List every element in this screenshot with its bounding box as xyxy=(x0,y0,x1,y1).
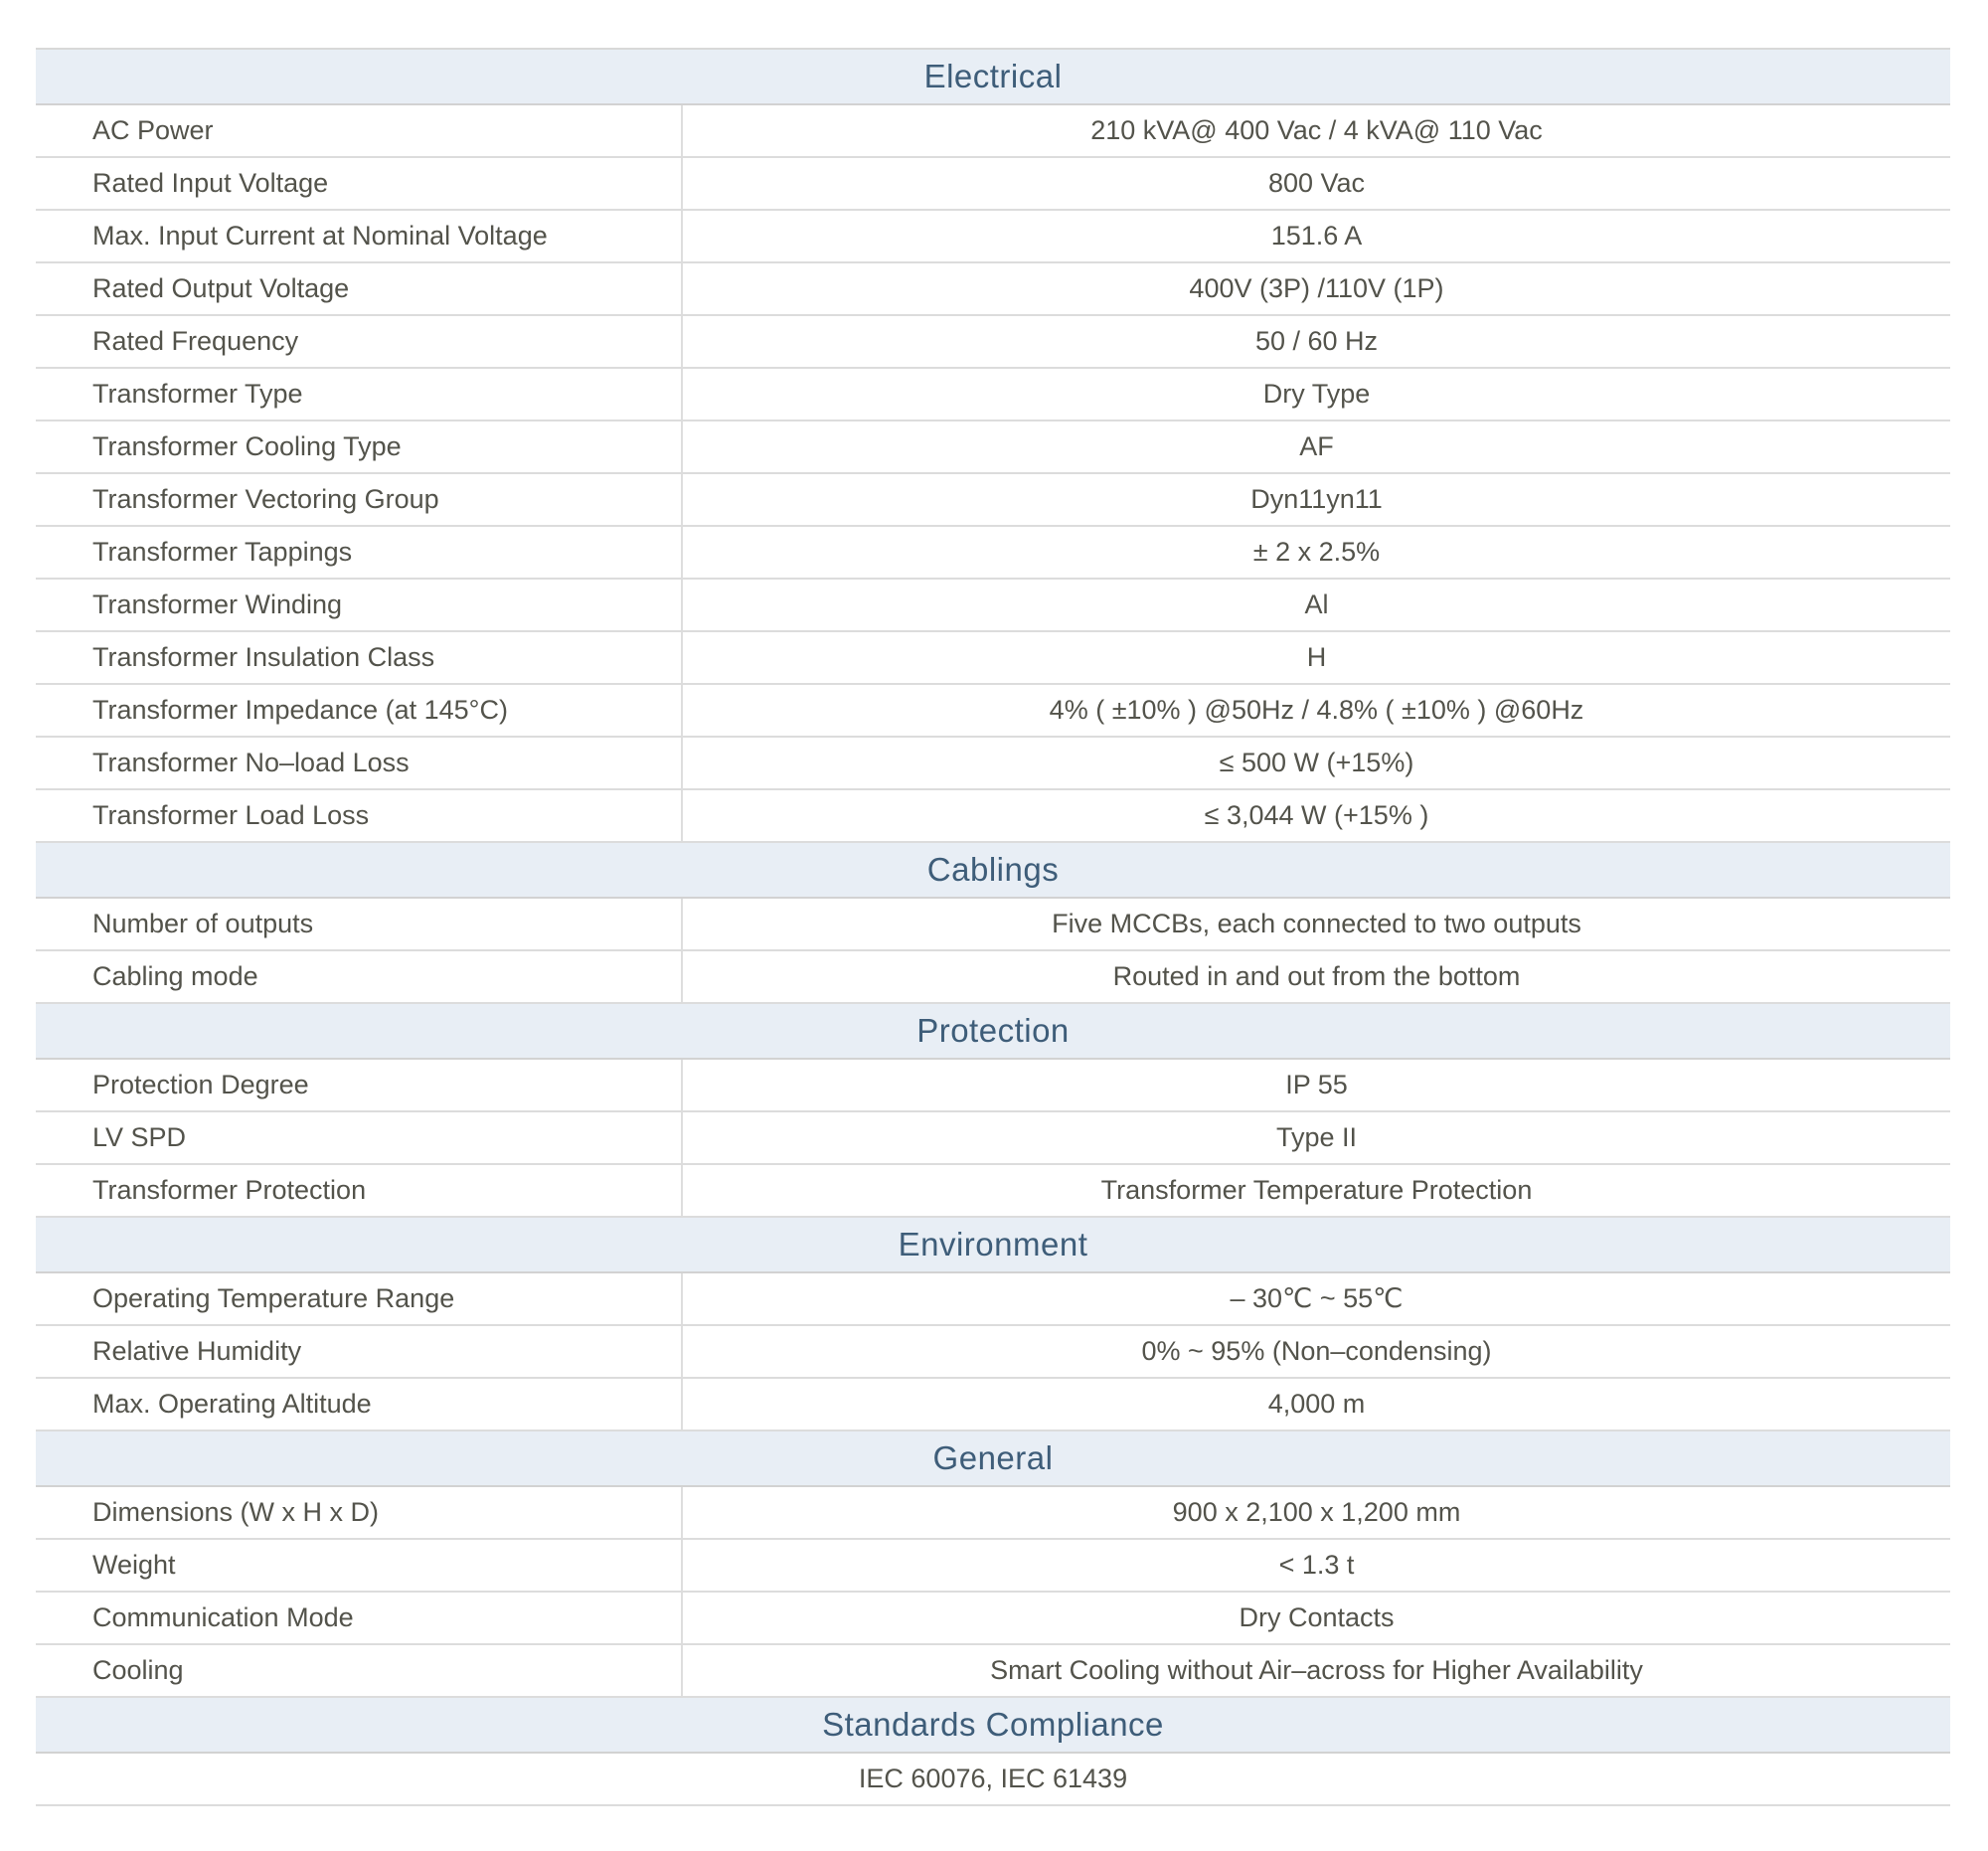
row-value: Smart Cooling without Air–across for Higher Availability xyxy=(990,1655,1643,1685)
table-row xyxy=(36,632,1950,685)
table-row xyxy=(36,527,1950,580)
table-row xyxy=(36,1273,1950,1326)
row-label: Number of outputs xyxy=(36,899,683,949)
table-row xyxy=(36,738,1950,790)
row-value: ± 2 x 2.5% xyxy=(1252,537,1381,567)
table-row xyxy=(36,1165,1950,1218)
row-value: H xyxy=(1306,642,1327,672)
section-title: Cablings xyxy=(926,851,1060,888)
row-value: 210 kVA@ 400 Vac / 4 kVA@ 110 Vac xyxy=(1090,115,1543,145)
table-row xyxy=(36,1540,1950,1593)
row-value: 400V (3P) /110V (1P) xyxy=(1189,273,1444,303)
row-value: 900 x 2,100 x 1,200 mm xyxy=(1172,1497,1461,1527)
table-row xyxy=(36,685,1950,738)
table-row xyxy=(36,421,1950,474)
row-label: Cabling mode xyxy=(36,951,683,1002)
row-label: Transformer Vectoring Group xyxy=(36,474,683,525)
section-header-protection xyxy=(36,1004,1950,1060)
table-row xyxy=(36,1379,1950,1431)
table-row xyxy=(36,899,1950,951)
section-title: Environment xyxy=(898,1226,1088,1262)
row-value: 151.6 A xyxy=(1270,221,1363,251)
row-value: Type II xyxy=(1275,1122,1358,1152)
row-label: Weight xyxy=(36,1540,683,1591)
table-row xyxy=(36,474,1950,527)
row-label: Communication Mode xyxy=(36,1593,683,1643)
table-row xyxy=(36,580,1950,632)
row-label: Dimensions (W x H x D) xyxy=(36,1487,683,1538)
table-row xyxy=(36,1487,1950,1540)
row-label: Relative Humidity xyxy=(36,1326,683,1377)
table-row xyxy=(36,1112,1950,1165)
table-row xyxy=(36,1593,1950,1645)
row-value: Dry Type xyxy=(1262,379,1371,409)
row-value: IP 55 xyxy=(1285,1070,1348,1099)
row-label: Max. Input Current at Nominal Voltage xyxy=(36,211,683,261)
section-header-cablings xyxy=(36,843,1950,899)
table-row xyxy=(36,951,1950,1004)
row-value: AF xyxy=(1299,431,1334,461)
row-value: Transformer Temperature Protection xyxy=(1100,1175,1533,1205)
row-value: 50 / 60 Hz xyxy=(1254,326,1379,356)
row-value: Al xyxy=(1304,589,1329,619)
spec-table xyxy=(36,48,1950,1806)
section-header-general xyxy=(36,1431,1950,1487)
row-label: Protection Degree xyxy=(36,1060,683,1110)
row-label: Transformer Load Loss xyxy=(36,790,683,841)
row-value: < 1.3 t xyxy=(1278,1550,1355,1580)
section-header-environment xyxy=(36,1218,1950,1273)
row-label: Rated Frequency xyxy=(36,316,683,367)
row-label: Transformer No–load Loss xyxy=(36,738,683,788)
row-value: IEC 60076, IEC 61439 xyxy=(858,1764,1128,1793)
row-value: 4% ( ±10% ) @50Hz / 4.8% ( ±10% ) @60Hz xyxy=(1049,695,1584,725)
table-row xyxy=(36,790,1950,843)
row-label: Transformer Type xyxy=(36,369,683,420)
row-value: Dry Contacts xyxy=(1239,1602,1395,1632)
row-label: AC Power xyxy=(36,105,683,156)
row-value: 4,000 m xyxy=(1267,1389,1366,1419)
row-label: Cooling xyxy=(36,1645,683,1696)
row-label: Transformer Cooling Type xyxy=(36,421,683,472)
table-row xyxy=(36,263,1950,316)
row-label: Rated Input Voltage xyxy=(36,158,683,209)
row-value: 0% ~ 95% (Non–condensing) xyxy=(1141,1336,1492,1366)
row-value: 800 Vac xyxy=(1267,168,1366,198)
row-label: Rated Output Voltage xyxy=(36,263,683,314)
table-row xyxy=(36,105,1950,158)
row-label: LV SPD xyxy=(36,1112,683,1163)
table-row xyxy=(36,1060,1950,1112)
section-general xyxy=(36,1431,1950,1698)
section-cablings xyxy=(36,843,1950,1004)
row-label: Transformer Tappings xyxy=(36,527,683,578)
row-label: Transformer Insulation Class xyxy=(36,632,683,683)
table-row xyxy=(36,211,1950,263)
row-value: Dyn11yn11 xyxy=(1250,484,1383,514)
section-environment xyxy=(36,1218,1950,1431)
row-value: – 30℃ ~ 55℃ xyxy=(1230,1283,1404,1313)
section-electrical xyxy=(36,50,1950,843)
section-header-standards-compliance xyxy=(36,1698,1950,1754)
row-value: Routed in and out from the bottom xyxy=(1112,961,1521,991)
section-title: Electrical xyxy=(923,58,1063,94)
section-title: Standards Compliance xyxy=(822,1706,1164,1743)
section-protection xyxy=(36,1004,1950,1218)
row-label: Transformer Winding xyxy=(36,580,683,630)
table-row xyxy=(36,1326,1950,1379)
row-label: Max. Operating Altitude xyxy=(36,1379,683,1430)
table-row xyxy=(36,1645,1950,1698)
section-title: General xyxy=(932,1439,1054,1476)
row-value: ≤ 3,044 W (+15% ) xyxy=(1204,800,1429,830)
section-title: Protection xyxy=(916,1012,1070,1049)
section-standards-compliance xyxy=(36,1698,1950,1806)
table-row xyxy=(36,369,1950,421)
row-label: Transformer Protection xyxy=(36,1165,683,1216)
table-row xyxy=(36,158,1950,211)
row-value: Five MCCBs, each connected to two outputs xyxy=(1052,909,1581,938)
table-row xyxy=(36,1754,1950,1806)
row-label: Operating Temperature Range xyxy=(36,1273,683,1324)
row-label: Transformer Impedance (at 145°C) xyxy=(36,685,683,736)
row-value: ≤ 500 W (+15%) xyxy=(1219,748,1414,777)
table-row xyxy=(36,316,1950,369)
section-header-electrical xyxy=(36,50,1950,105)
